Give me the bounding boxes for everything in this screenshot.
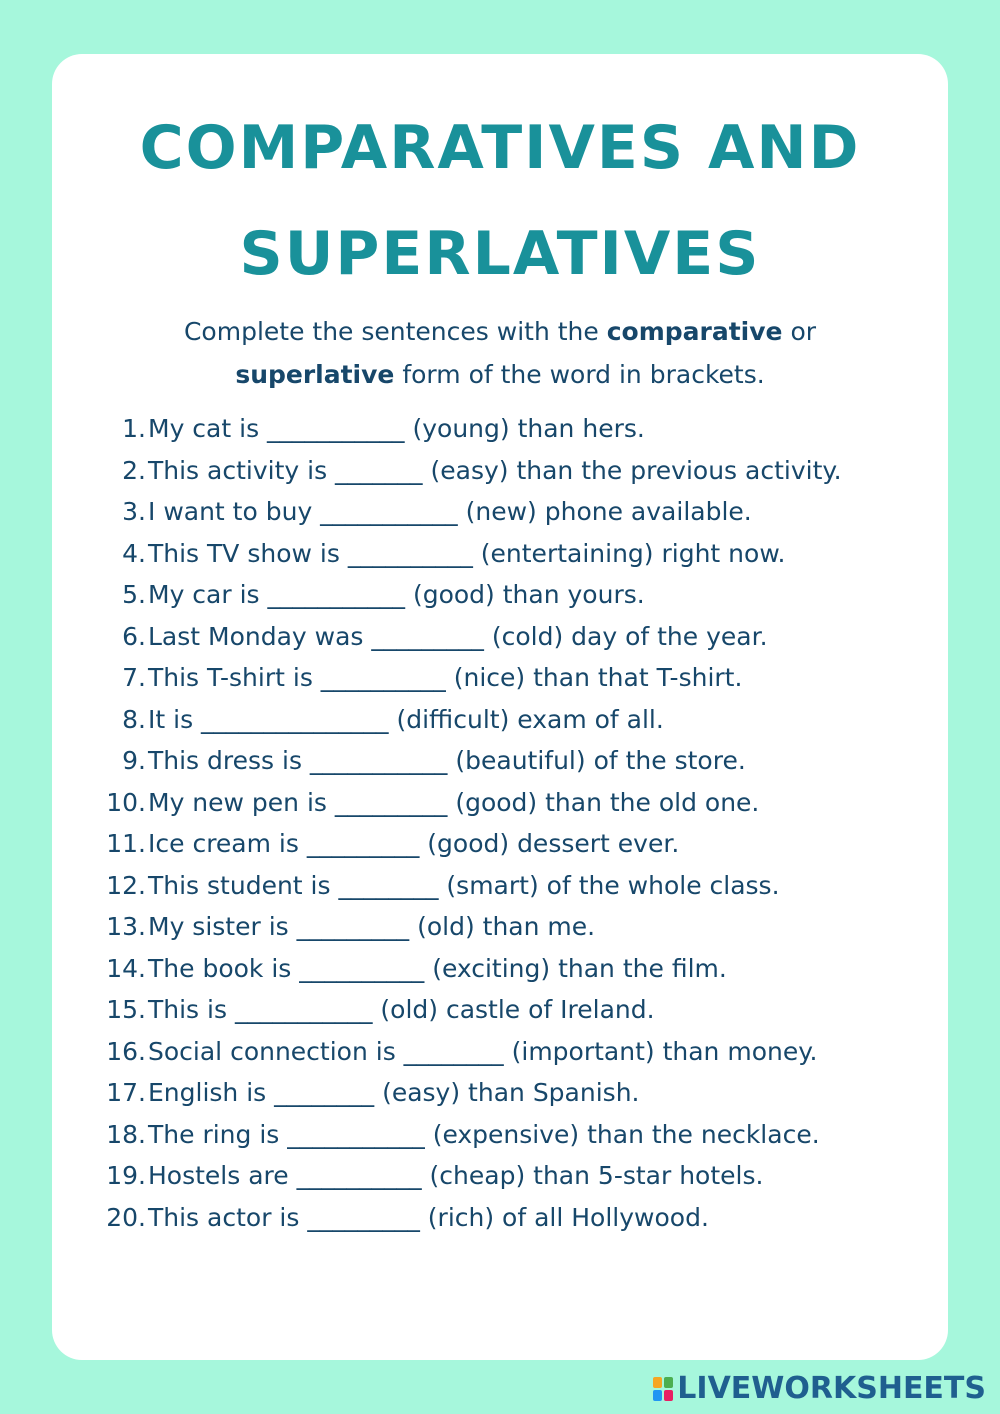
- exercise-sentence: This dress is ___________ (beautiful) of the store.: [148, 746, 746, 775]
- exercise-number: 20.: [106, 1202, 146, 1232]
- exercise-item: [0, 782, 1000, 824]
- exercise-sentence: This T-shirt is __________ (nice) than that T-shirt.: [148, 663, 743, 692]
- liveworksheets-logo: [653, 1371, 986, 1406]
- instructions-line-2: [0, 354, 1000, 396]
- exercise-sentence: This is ___________ (old) castle of Ireland.: [148, 995, 655, 1024]
- exercise-sentence: My cat is ___________ (young) than hers.: [148, 414, 645, 443]
- exercise-number: 8.: [122, 704, 146, 734]
- exercise-item: [0, 989, 1000, 1031]
- exercise-number: 15.: [106, 995, 146, 1024]
- instructions-keyword-superlative: superlative: [235, 360, 395, 389]
- exercise-sentence: This student is ________ (smart) of the whole class.: [148, 870, 780, 900]
- exercise-number: 4.: [122, 538, 146, 568]
- exercise-number: 3.: [122, 497, 146, 526]
- exercise-sentence: Last Monday was _________ (cold) day of the year.: [148, 621, 768, 651]
- exercise-number: 13.: [106, 912, 146, 941]
- exercise-item: [0, 906, 1000, 948]
- exercise-number: 5.: [122, 580, 146, 609]
- exercise-item: [0, 408, 1000, 450]
- exercise-list: [0, 408, 1000, 1238]
- exercise-sentence: My sister is _________ (old) than me.: [148, 912, 596, 941]
- exercise-number: 19.: [106, 1161, 146, 1190]
- exercise-item: [0, 1031, 1000, 1073]
- logo-square: [664, 1377, 673, 1388]
- exercise-sentence: I want to buy ___________ (new) phone available.: [148, 497, 752, 526]
- exercise-number: 11.: [106, 829, 146, 858]
- exercise-item: [0, 1155, 1000, 1197]
- exercise-item: [0, 574, 1000, 616]
- exercise-sentence: Ice cream is _________ (good) dessert ever.: [148, 829, 680, 858]
- exercise-number: 12.: [106, 870, 146, 900]
- exercise-number: 6.: [122, 621, 146, 651]
- exercise-item: [0, 1197, 1000, 1239]
- exercise-item: [0, 699, 1000, 741]
- instructions-text: or: [782, 317, 817, 346]
- exercise-item: [0, 616, 1000, 658]
- exercise-item: [0, 1114, 1000, 1156]
- exercise-number: 7.: [122, 663, 146, 692]
- logo-square: [653, 1377, 662, 1388]
- instructions-text: form of the word in brackets.: [394, 360, 765, 389]
- exercise-number: 10.: [106, 787, 146, 817]
- logo-square: [664, 1390, 673, 1401]
- exercise-sentence: This TV show is __________ (entertaining) right now.: [148, 538, 786, 568]
- exercise-number: 16.: [106, 1036, 146, 1066]
- exercise-sentence: Social connection is ________ (important) than money.: [148, 1036, 818, 1066]
- exercise-number: 18.: [106, 1119, 146, 1149]
- worksheet-title-line-1: COMPARATIVES AND: [139, 113, 861, 183]
- exercise-sentence: The ring is ___________ (expensive) than the necklace.: [148, 1119, 820, 1149]
- exercise-sentence: English is ________ (easy) than Spanish.: [148, 1078, 640, 1107]
- exercise-number: 14.: [106, 953, 146, 983]
- exercise-item: [0, 450, 1000, 492]
- exercise-number: 1.: [122, 414, 146, 443]
- exercise-item: [0, 823, 1000, 865]
- exercise-sentence: This actor is _________ (rich) of all Hollywood.: [148, 1202, 709, 1232]
- instructions-text: Complete the sentences with the: [183, 317, 607, 346]
- exercise-item: [0, 491, 1000, 533]
- exercise-item: [0, 865, 1000, 907]
- exercise-sentence: It is _______________ (difficult) exam of all.: [148, 704, 664, 734]
- exercise-sentence: My new pen is _________ (good) than the old one.: [148, 787, 760, 817]
- exercise-item: [0, 657, 1000, 699]
- exercise-sentence: My car is ___________ (good) than yours.: [148, 580, 645, 609]
- exercise-item: [0, 1072, 1000, 1114]
- instructions-line-1: [0, 311, 1000, 353]
- logo-square: [653, 1390, 662, 1401]
- exercise-item: [0, 948, 1000, 990]
- worksheet-title-line-2: SUPERLATIVES: [239, 219, 761, 289]
- exercise-number: 17.: [106, 1078, 146, 1107]
- exercise-item: [0, 533, 1000, 575]
- exercise-number: 2.: [122, 455, 146, 485]
- exercise-sentence: The book is __________ (exciting) than the film.: [148, 953, 727, 983]
- exercise-sentence: This activity is _______ (easy) than the previous activity.: [148, 455, 842, 485]
- liveworksheets-logo-icon: [653, 1377, 673, 1401]
- exercise-number: 9.: [122, 746, 146, 775]
- instructions-keyword-comparative: comparative: [606, 317, 783, 346]
- exercise-item: [0, 740, 1000, 782]
- exercise-sentence: Hostels are __________ (cheap) than 5-star hotels.: [148, 1161, 764, 1190]
- liveworksheets-brand-text: LIVEWORKSHEETS: [677, 1371, 986, 1406]
